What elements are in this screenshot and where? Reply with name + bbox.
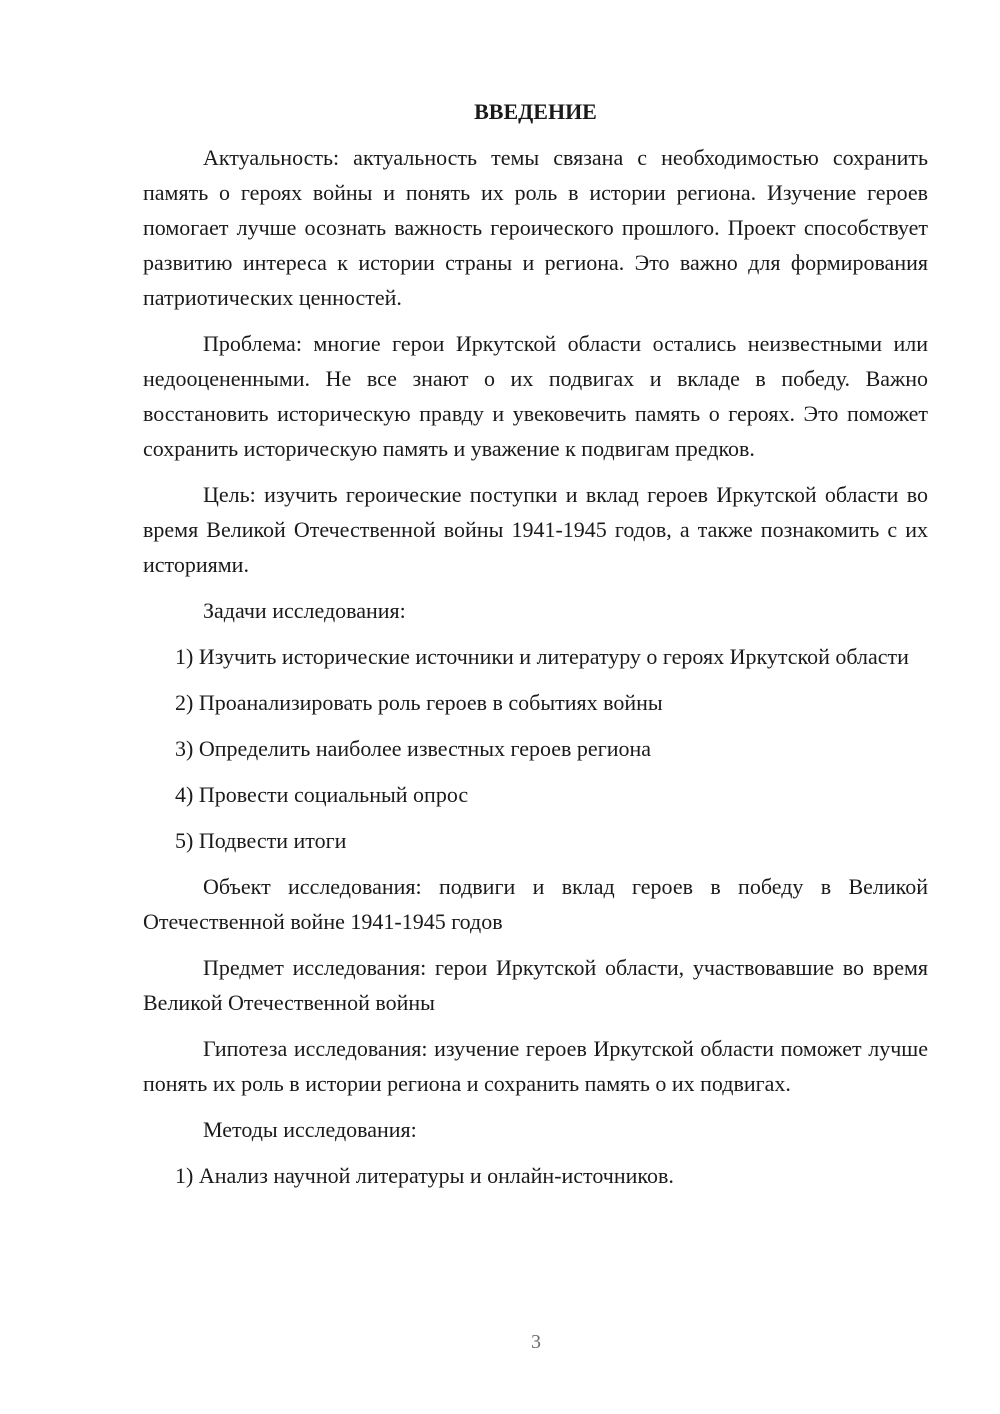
task-item-1: 1) Изучить исторические источники и литературу о героях Иркутской области [175, 644, 909, 669]
object-paragraph: Объект исследования: подвиги и вклад героев в победу в Великой Отечественной войне 1941-1945 годов [143, 874, 928, 934]
goal-paragraph: Цель: изучить героические поступки и вклад героев Иркутской области во время Великой Отечественной войны 1941-1945 годов, а также познакомить с их историями. [143, 482, 928, 577]
page-content [143, 94, 928, 1204]
tasks-title: Задачи исследования: [203, 598, 406, 623]
page-number: 3 [531, 1331, 541, 1353]
methods-title: Методы исследования: [203, 1117, 417, 1142]
task-item-5: 5) Подвести итоги [175, 828, 347, 853]
method-item-1: 1) Анализ научной литературы и онлайн-источников. [175, 1163, 674, 1188]
section-heading: ВВЕДЕНИЕ [474, 99, 597, 124]
hypothesis-paragraph: Гипотеза исследования: изучение героев Иркутской области поможет лучше понять их роль в истории региона и сохранить память о их подвигах. [143, 1036, 928, 1096]
task-item-4: 4) Провести социальный опрос [175, 782, 469, 807]
problem-paragraph: Проблема: многие герои Иркутской области остались неизвестными или недооцененными. Не все знают о их подвигах и вкладе в победу. Важно восстановить историческую правду и увековечить память о героях. Это поможет сохранить историческую память и уважение к подвигам предков. [143, 331, 928, 461]
subject-paragraph: Предмет исследования: герои Иркутской области, участвовавшие во время Великой Отечественной войны [143, 955, 928, 1015]
task-item-3: 3) Определить наиболее известных героев региона [175, 736, 652, 761]
relevance-paragraph: Актуальность: актуальность темы связана с необходимостью сохранить память о героях войны и понять их роль в истории региона. Изучение героев помогает лучше осознать важность героического прошлого. Проект способствует развитию интереса к истории страны и региона. Это важно для формирования патриотических ценностей. [143, 145, 928, 310]
task-item-2: 2) Проанализировать роль героев в событиях войны [175, 690, 663, 715]
